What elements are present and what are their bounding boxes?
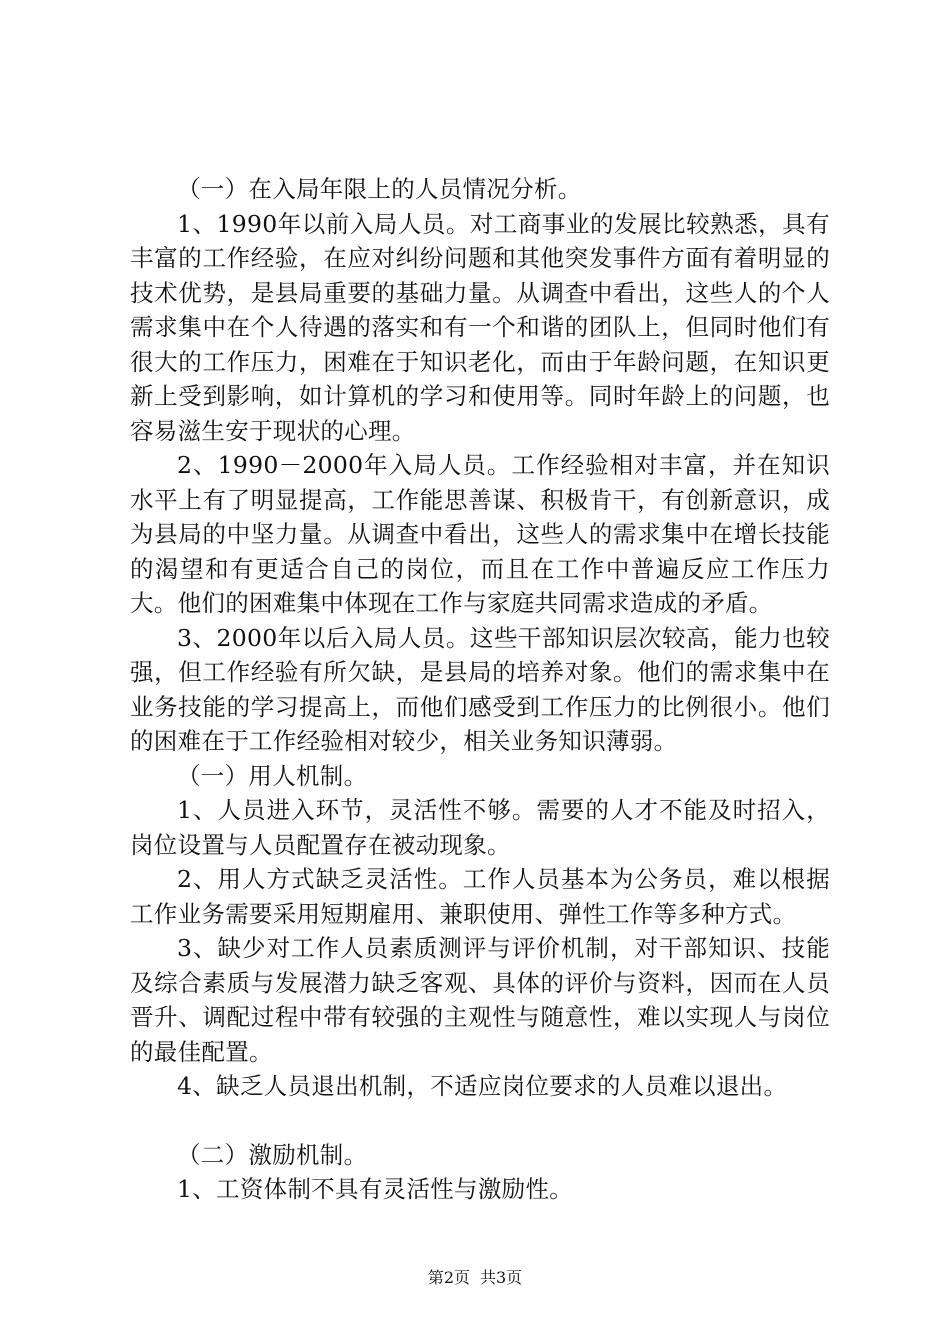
document-body [130,172,830,1207]
body-paragraph: 1、1990年以前入局人员。对工商事业的发展比较熟悉，具有丰富的工作经验，在应对纠纷问题和其他突发事件方面有着明显的技术优势，是县局重要的基础力量。从调查中看出，这些人的个人需求集中在个人待遇的落实和有一个和谐的团队上，但同时他们有很大的工作压力，困难在于知识老化，而由于年龄问题，在知识更新上受到影响，如计算机的学习和使用等。同时年龄上的问题，也容易滋生安于现状的心理。 [130,209,830,445]
body-paragraph: 4、缺乏人员退出机制，不适应岗位要求的人员难以退出。 [177,1072,788,1100]
section-heading: （二）激励机制。 [177,1140,368,1169]
body-paragraph: 3、缺少对工作人员素质测评与评价机制，对干部知识、技能及综合素质与发展潜力缺乏客观、具体的评价与资料，因而在人员晋升、调配过程中带有较强的主观性与随意性，难以实现人与岗位的最佳配置。 [130,934,830,1066]
page-total: 共3页 [480,1268,523,1287]
body-paragraph: 1、人员进入环节，灵活性不够。需要的人才不能及时招入，岗位设置与人员配置存在被动现象。 [130,796,830,859]
section-heading: （一）用人机制。 [177,761,368,790]
section-heading: （一）在入局年限上的人员情况分析。 [177,175,582,203]
body-paragraph: 2、1990－2000年入局人员。工作经验相对丰富，并在知识水平上有了明显提高，工作能思善谋、积极肯干，有创新意识，成为县局的中坚力量。从调查中看出，这些人的需求集中在增长技能的渴望和有更适合自己的岗位，而且在工作中普遍反应工作压力大。他们的困难集中体现在工作与家庭共同需求造成的矛盾。 [130,451,830,617]
page-number: 第2页 [427,1268,470,1287]
body-paragraph: 1、工资体制不具有灵活性与激励性。 [177,1175,574,1203]
body-paragraph: 2、用人方式缺乏灵活性。工作人员基本为公务员，难以根据工作业务需要采用短期雇用、兼职使用、弹性工作等多种方式。 [130,865,830,928]
body-paragraph: 3、2000年以后入局人员。这些干部知识层次较高，能力也较强，但工作经验有所欠缺，是县局的培养对象。他们的需求集中在业务技能的学习提高上，而他们感受到工作压力的比例很小。他们的困难在于工作经验相对较少，相关业务知识薄弱。 [130,623,830,755]
page-footer [0,1267,950,1289]
